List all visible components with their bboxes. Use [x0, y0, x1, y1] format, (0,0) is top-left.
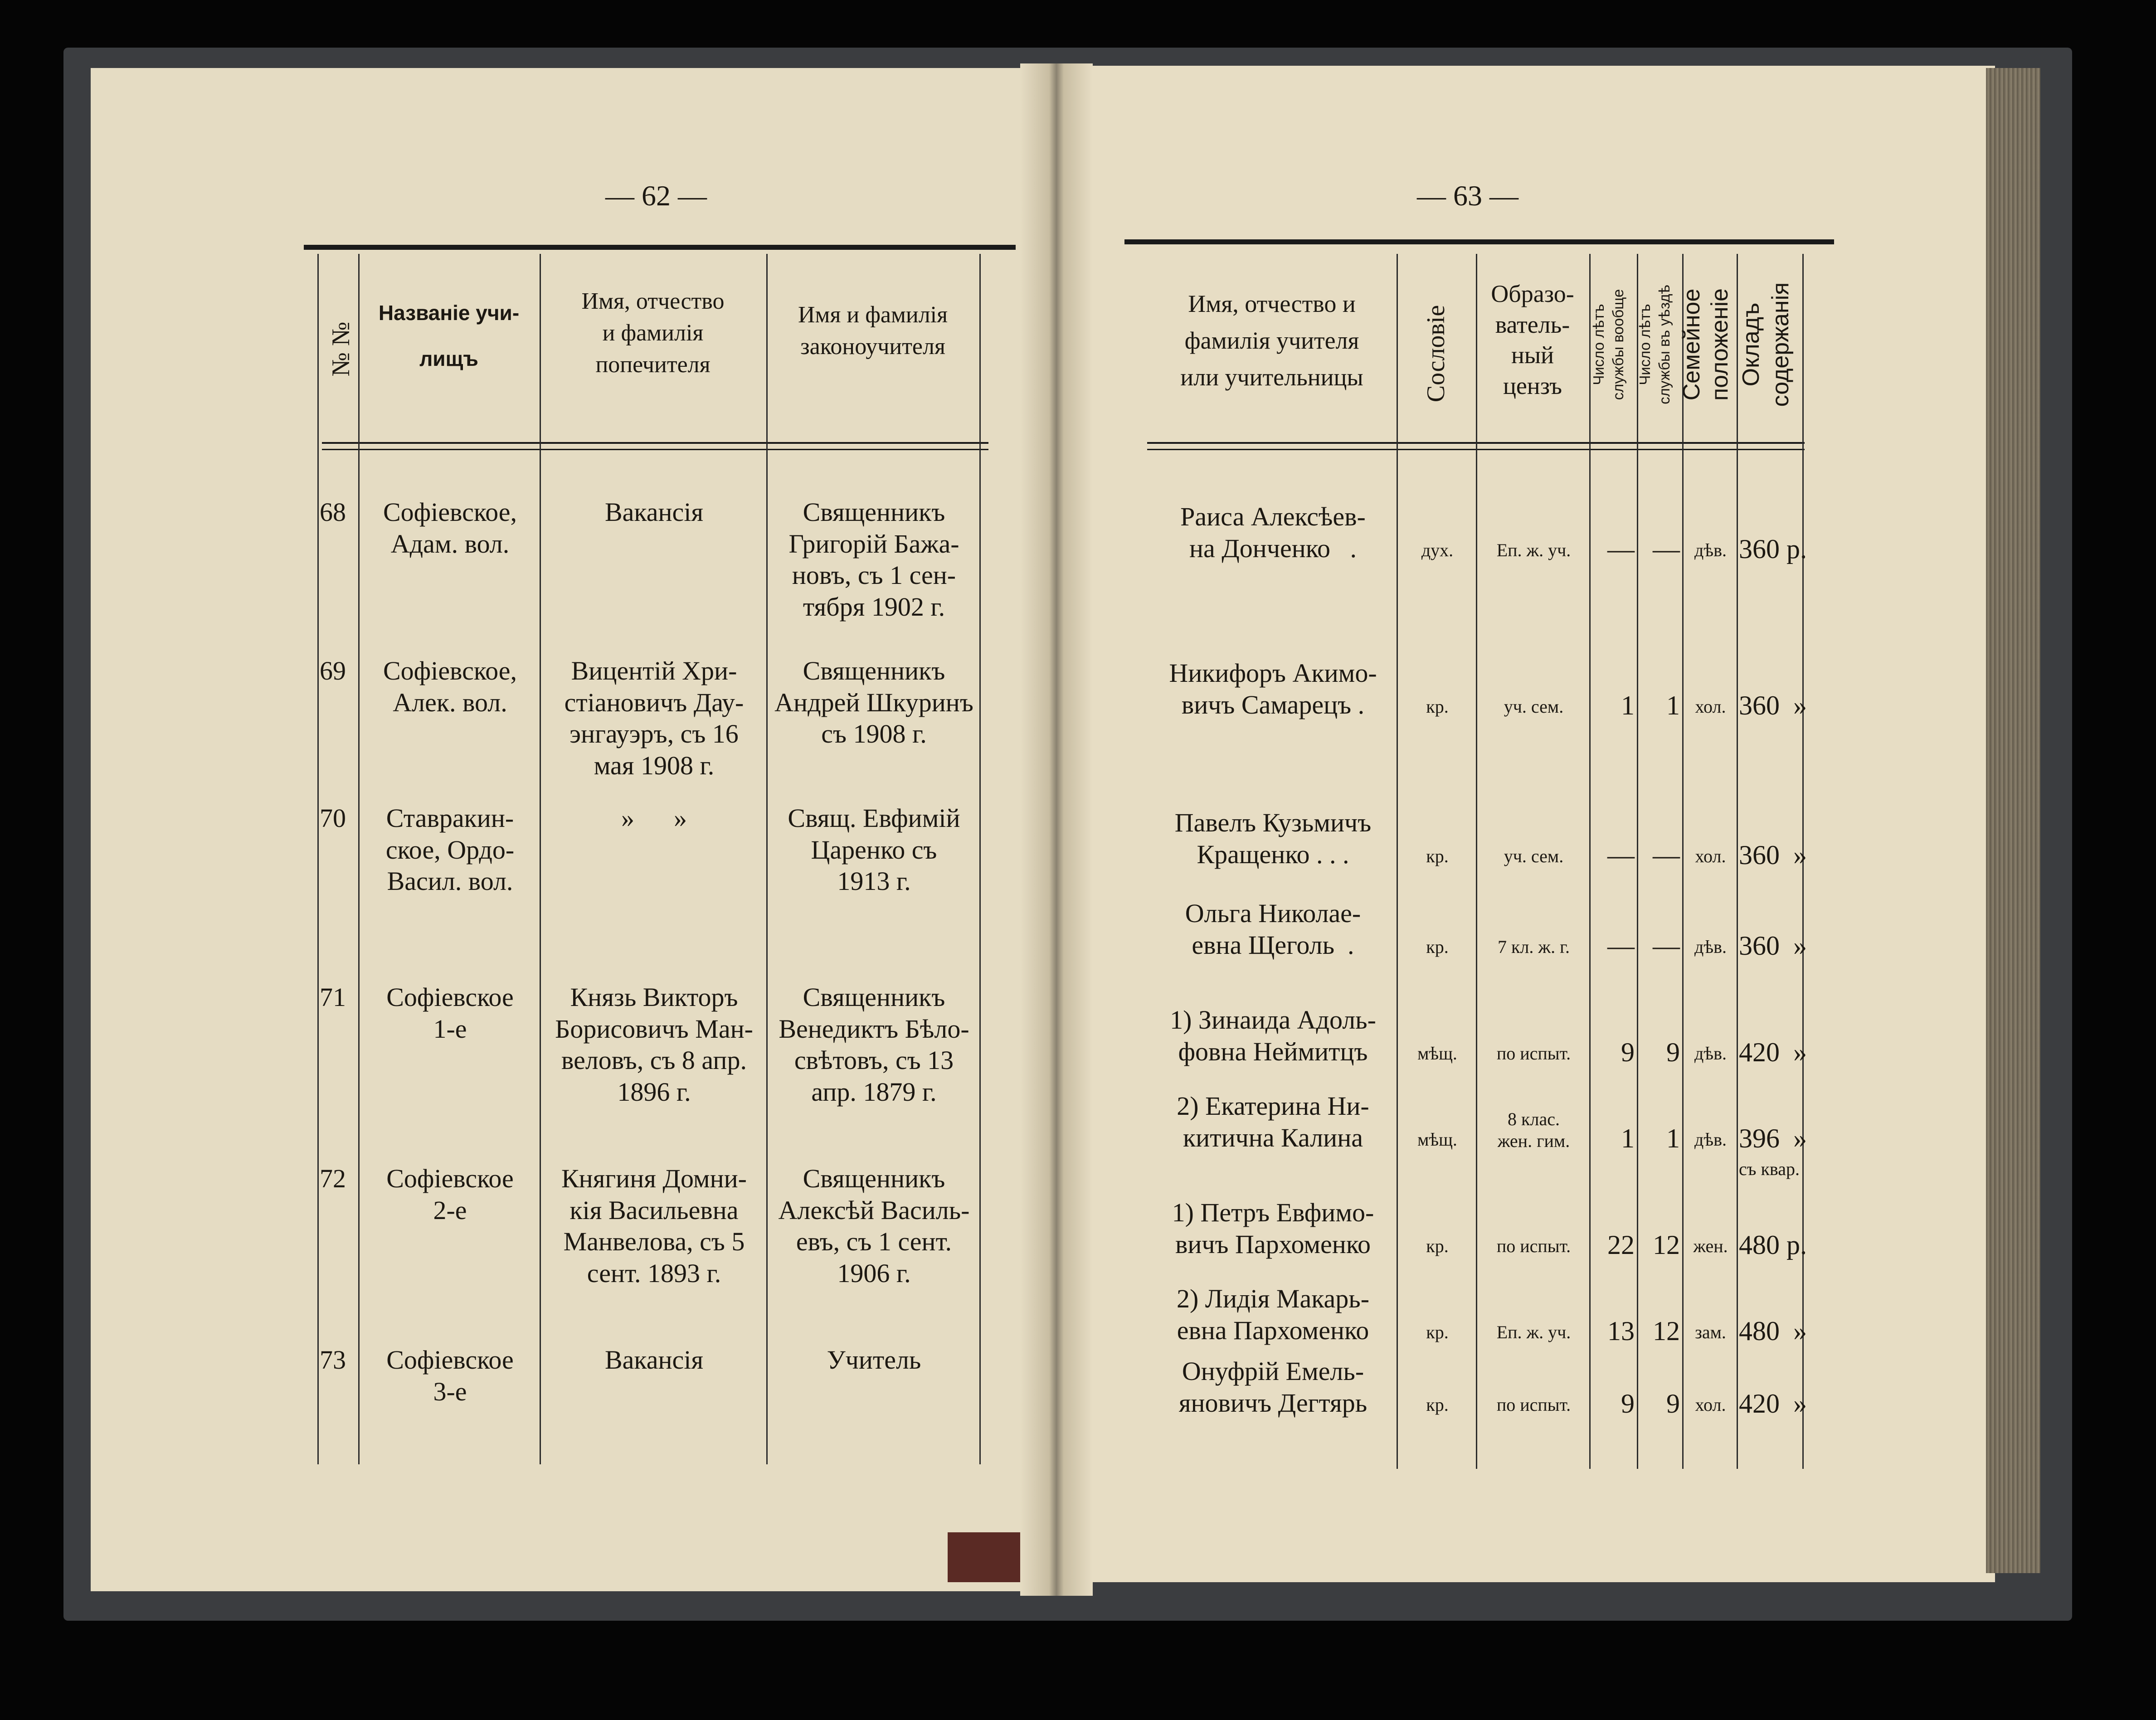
- salary-note: съ квар.: [1739, 1159, 1800, 1179]
- years-uezd: —: [1653, 840, 1680, 870]
- catechist-name: Священникъ Алексѣй Василь- евъ, съ 1 сент. 1906 г.: [778, 1164, 970, 1288]
- header-family: Семейное положеніе: [1679, 288, 1733, 401]
- column-divider: [1637, 254, 1638, 1469]
- teacher-name: 2) Екатерина Ни- китична Калина: [1177, 1091, 1369, 1152]
- row-number: 69: [320, 656, 346, 685]
- column-divider: [317, 254, 319, 1464]
- school-name: Софіевское 3-е: [386, 1345, 514, 1406]
- trustee-name: Вицентій Хри- стіановичъ Дау- энгауэръ, съ 16 мая 1908 г.: [564, 656, 744, 780]
- years-total: —: [1607, 931, 1635, 961]
- school-name: Софіевское 1-е: [386, 982, 514, 1044]
- family-status: зам.: [1695, 1322, 1726, 1342]
- book-gutter: [1020, 63, 1093, 1596]
- row-number: 72: [320, 1164, 346, 1193]
- years-total: 13: [1607, 1316, 1635, 1346]
- column-divider: [540, 254, 541, 1464]
- header-no: № №: [327, 321, 355, 377]
- family-status: хол.: [1695, 696, 1726, 717]
- education: по испыт.: [1496, 1236, 1571, 1256]
- estate: кр.: [1426, 1236, 1449, 1256]
- years-uezd: 12: [1653, 1316, 1680, 1346]
- catechist-name: Священникъ Венедиктъ Бѣло- свѣтовъ, съ 13 апр. 1879 г.: [779, 982, 969, 1107]
- column-divider: [1737, 254, 1738, 1469]
- salary: 480 »: [1739, 1316, 1807, 1346]
- header-school: Названіе учи- лищъ: [378, 301, 520, 371]
- trustee-name: Вакансія: [604, 497, 704, 527]
- catechist-name: Свящ. Евфимій Царенко съ 1913 г.: [788, 803, 960, 896]
- table-header-rule-2: [322, 449, 988, 450]
- table-header-rule: [322, 442, 988, 444]
- column-divider: [1397, 254, 1398, 1469]
- teacher-name: 2) Лидія Макарь- евна Пархоменко: [1176, 1284, 1370, 1345]
- row-number: 70: [320, 803, 346, 833]
- teacher-name: 1) Зинаида Адоль- фовна Неймитцъ: [1170, 1005, 1376, 1066]
- family-status: жен.: [1693, 1236, 1728, 1256]
- column-divider: [979, 254, 981, 1464]
- row-number: 73: [320, 1345, 346, 1375]
- header-education: Образо- ватель- ный цензъ: [1491, 280, 1574, 399]
- estate: мѣщ.: [1417, 1043, 1457, 1064]
- header-teacher: Имя, отчество и фамилія учителя или учительницы: [1180, 290, 1363, 391]
- years-uezd: 12: [1653, 1230, 1680, 1260]
- trustee-name: Княгиня Домни- кія Васильевна Манвелова, съ 5 сент. 1893 г.: [561, 1164, 747, 1288]
- header-estate: Сословіе: [1422, 305, 1450, 403]
- column-divider: [358, 254, 360, 1464]
- teacher-name: Раиса Алексѣев- на Донченко .: [1180, 502, 1366, 563]
- years-total: 1: [1621, 1123, 1635, 1153]
- column-divider: [766, 254, 768, 1464]
- years-total: 1: [1621, 690, 1635, 720]
- estate: мѣщ.: [1417, 1129, 1457, 1150]
- years-uezd: 1: [1666, 1123, 1680, 1153]
- education: 8 клас. жен. гим.: [1497, 1109, 1570, 1151]
- education: по испыт.: [1496, 1043, 1571, 1064]
- catechist-name: Учитель: [827, 1345, 921, 1375]
- education: по испыт.: [1496, 1394, 1571, 1415]
- header-years-total: Число лѣтъ службы вообще: [1590, 289, 1626, 400]
- education: 7 кл. ж. г.: [1498, 937, 1570, 957]
- education: уч. сем.: [1504, 696, 1564, 717]
- estate: кр.: [1426, 696, 1449, 717]
- years-total: —: [1607, 840, 1635, 870]
- teacher-name: Никифоръ Акимо- вичъ Самарецъ .: [1169, 658, 1377, 719]
- teacher-name: Павелъ Кузьмичъ Кращенко . . .: [1174, 808, 1372, 869]
- trustee-name: Князь Викторъ Борисовичъ Ман- веловъ, съ 8 апр. 1896 г.: [555, 982, 753, 1107]
- education: уч. сем.: [1504, 846, 1564, 866]
- header-trustee: Имя, отчество и фамилія попечителя: [581, 288, 725, 378]
- years-total: 9: [1621, 1037, 1635, 1067]
- estate: кр.: [1426, 1394, 1449, 1415]
- catechist-name: Священникъ Андрей Шкуринъ съ 1908 г.: [774, 656, 973, 749]
- school-name: Софіевское 2-е: [386, 1164, 514, 1225]
- salary: 480 р.: [1739, 1230, 1807, 1260]
- column-divider: [1682, 254, 1684, 1469]
- years-uezd: 1: [1666, 690, 1680, 720]
- years-uezd: —: [1653, 931, 1680, 961]
- family-status: хол.: [1695, 846, 1726, 866]
- header-salary: Окладъ содержанія: [1738, 282, 1794, 407]
- family-status: дѣв.: [1694, 1129, 1727, 1150]
- row-number: 71: [320, 982, 346, 1012]
- header-catechist: Имя и фамилія законоучителя: [798, 302, 948, 360]
- table-top-rule: [1124, 239, 1834, 244]
- salary: 420 »: [1739, 1037, 1807, 1067]
- years-total: 9: [1621, 1389, 1635, 1419]
- school-name: Софіевское, Алек. вол.: [383, 656, 517, 717]
- page-edges: [1986, 68, 2040, 1573]
- family-status: дѣв.: [1694, 1043, 1727, 1064]
- teacher-name: Ольга Николаe- евна Щеголь .: [1185, 899, 1361, 960]
- salary: 420 »: [1739, 1389, 1807, 1419]
- years-total: 22: [1607, 1230, 1635, 1260]
- years-uezd: 9: [1666, 1037, 1680, 1067]
- education: Еп. ж. уч.: [1496, 540, 1571, 560]
- salary: 360 »: [1739, 690, 1807, 720]
- header-years-uezd: Число лѣтъ службы въ уѣздѣ: [1636, 285, 1673, 404]
- estate: кр.: [1426, 846, 1449, 866]
- salary: 360 »: [1739, 840, 1807, 870]
- estate: кр.: [1426, 1322, 1449, 1342]
- family-status: дѣв.: [1694, 937, 1727, 957]
- years-total: —: [1607, 534, 1635, 564]
- table-top-rule: [304, 245, 1016, 250]
- row-number: 68: [320, 497, 346, 527]
- salary: 360 »: [1739, 931, 1807, 961]
- years-uezd: —: [1653, 534, 1680, 564]
- school-name: Ставракин- ское, Ордо- Васил. вол.: [385, 803, 515, 896]
- teacher-name: Онуфрій Емель- яновичъ Дегтярь: [1178, 1356, 1368, 1418]
- catechist-name: Священникъ Григорій Бажа- новъ, съ 1 сен- тября 1902 г.: [788, 497, 959, 622]
- family-status: хол.: [1695, 1394, 1726, 1415]
- spine-binding: [948, 1532, 1020, 1582]
- trustee-name: Вакансія: [604, 1345, 704, 1375]
- column-divider: [1476, 254, 1477, 1469]
- teacher-name: 1) Петръ Евфимо- вичъ Пархоменко: [1172, 1198, 1374, 1259]
- estate: дух.: [1421, 540, 1454, 560]
- school-name: Софіевское, Адам. вол.: [383, 497, 517, 559]
- salary: 360 р.: [1739, 534, 1807, 564]
- salary: 396 »: [1739, 1123, 1807, 1153]
- page-number-right: — 63 —: [1417, 180, 1518, 212]
- family-status: дѣв.: [1694, 540, 1727, 560]
- column-divider: [1589, 254, 1591, 1469]
- years-uezd: 9: [1666, 1389, 1680, 1419]
- education: Еп. ж. уч.: [1496, 1322, 1571, 1342]
- trustee-name: » »: [621, 803, 687, 833]
- estate: кр.: [1426, 937, 1449, 957]
- page-number-left: — 62 —: [605, 180, 707, 212]
